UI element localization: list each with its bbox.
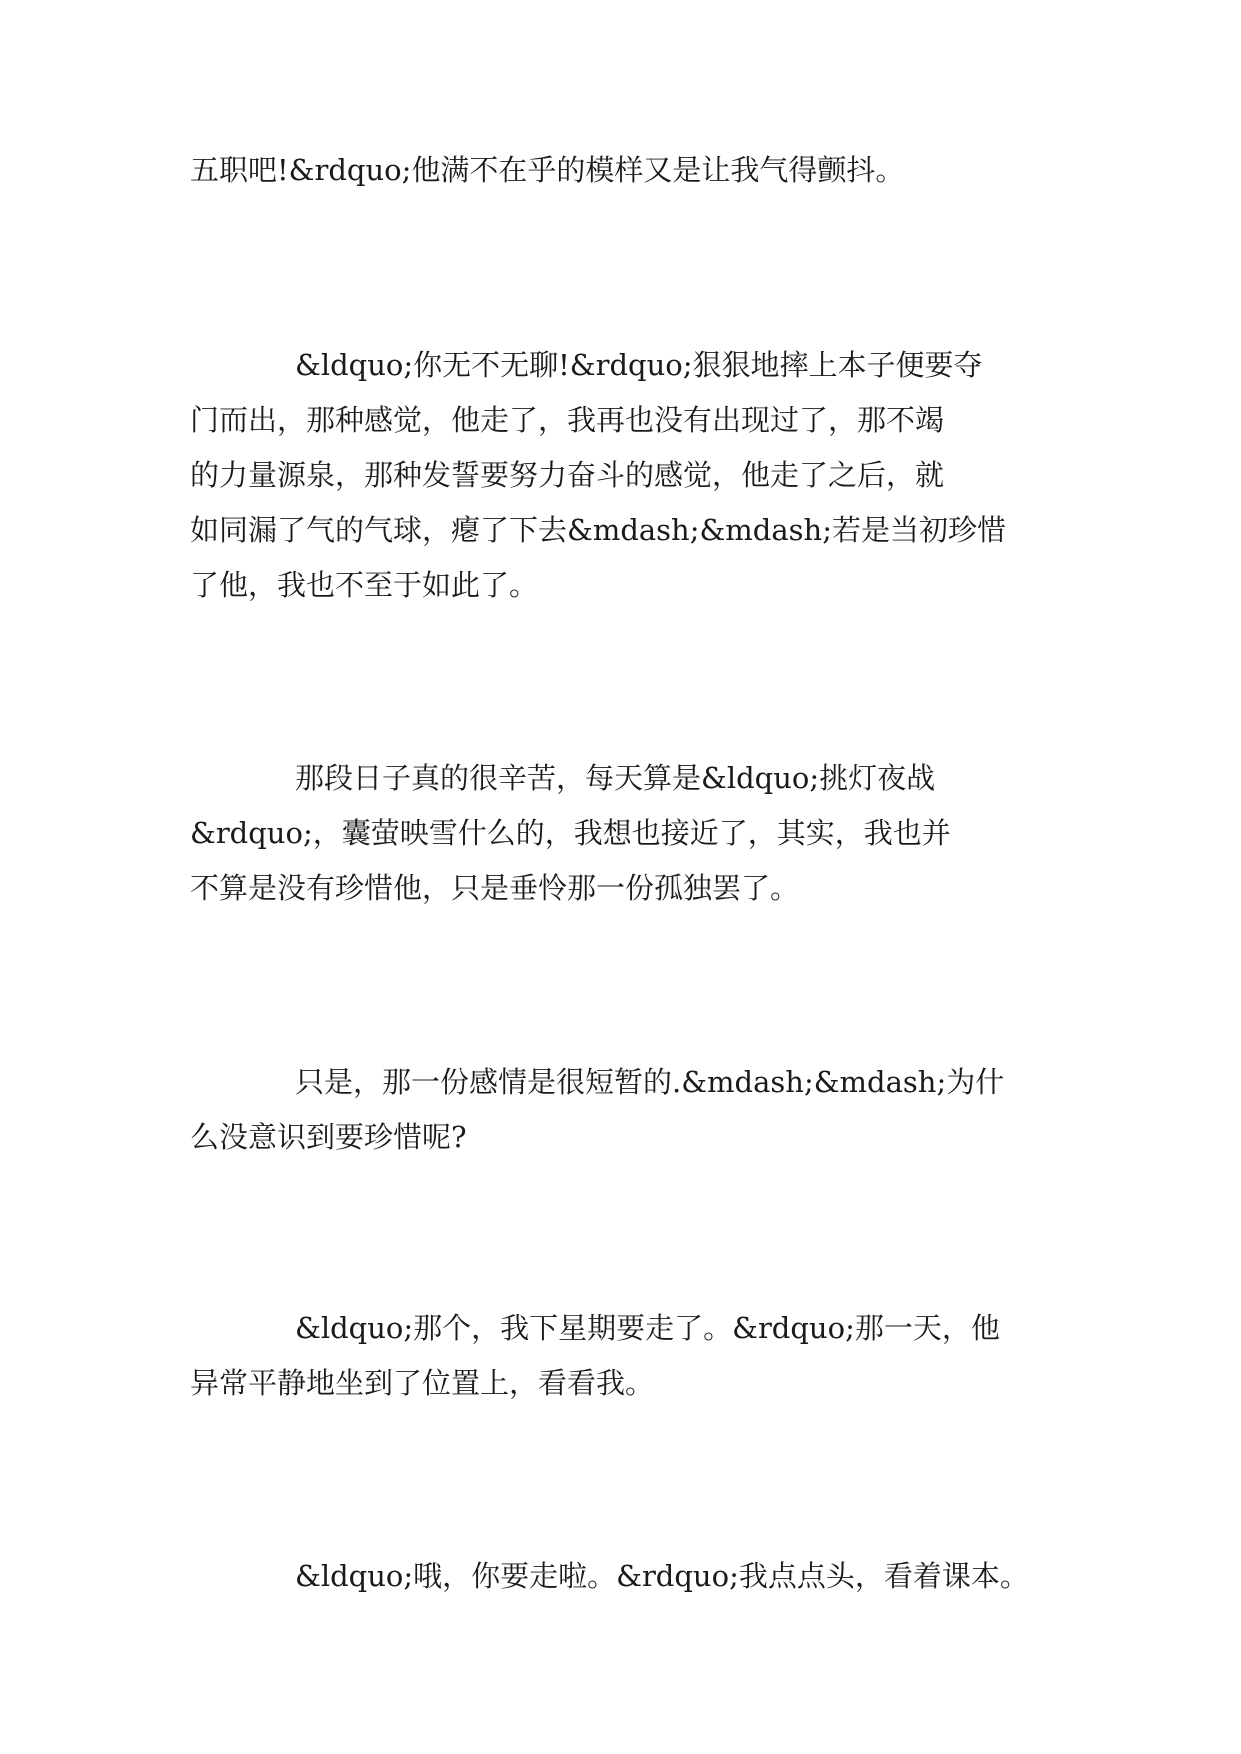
- text-line: 的力量源泉，那种发誓要努力奋斗的感觉，他走了之后，就: [190, 458, 945, 492]
- text-line: 五职吧!&rdquo;他满不在乎的模样又是让我气得颤抖。: [190, 153, 905, 187]
- text-line: 那段日子真的很辛苦，每天算是&ldquo;挑灯夜战: [295, 761, 936, 795]
- text-line: 异常平静地坐到了位置上，看看我。: [190, 1366, 655, 1400]
- text-line: 不算是没有珍惜他，只是垂怜那一份孤独罢了。: [190, 871, 800, 905]
- text-line: 如同漏了气的气球，瘪了下去&mdash;&mdash;若是当初珍惜: [190, 513, 1006, 547]
- text-line: 了他，我也不至于如此了。: [190, 568, 539, 602]
- text-line: &ldquo;那个，我下星期要走了。&rdquo;那一天，他: [295, 1311, 1000, 1345]
- text-line: 只是，那一份感情是很短暂的.&mdash;&mdash;为什: [295, 1065, 1005, 1099]
- text-line: &ldquo;哦，你要走啦。&rdquo;我点点头，看着课本。: [295, 1559, 1029, 1593]
- text-line: &rdquo;，囊萤映雪什么的，我想也接近了，其实，我也并: [190, 816, 951, 850]
- text-line: &ldquo;你无不无聊!&rdquo;狠狠地摔上本子便要夺: [295, 348, 983, 382]
- text-line: 门而出，那种感觉，他走了，我再也没有出现过了，那不竭: [190, 403, 945, 437]
- text-line: 么没意识到要珍惜呢?: [190, 1120, 467, 1154]
